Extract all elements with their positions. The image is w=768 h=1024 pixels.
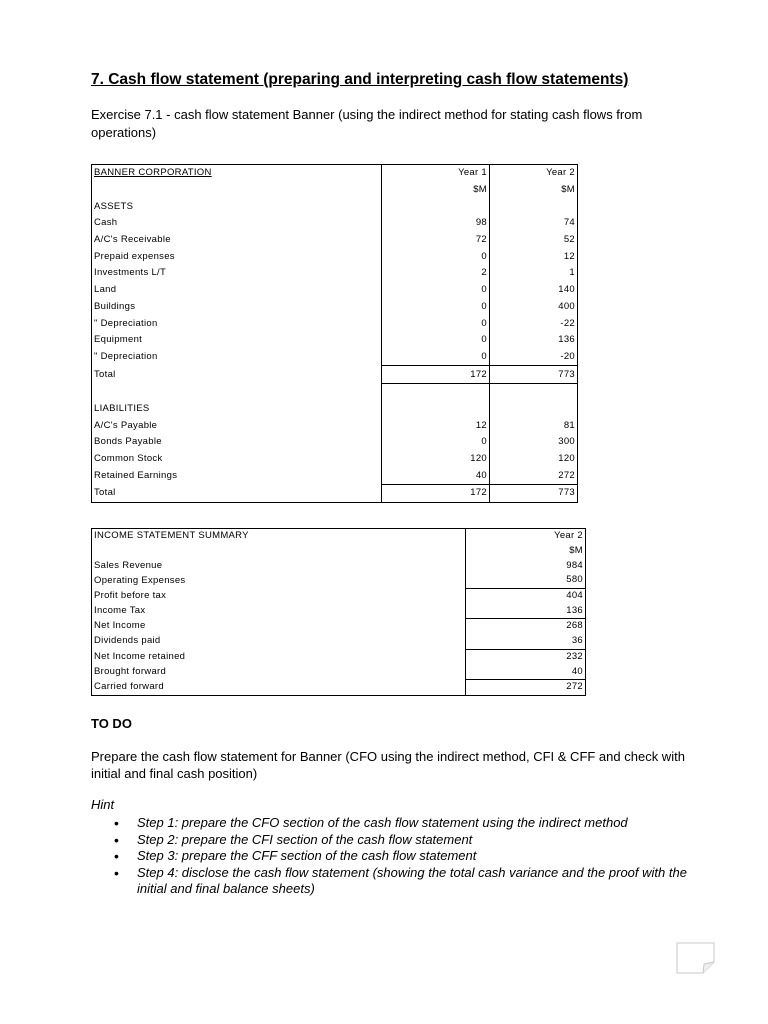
income-row xyxy=(92,573,586,588)
liabilities-total-label: Total xyxy=(94,487,116,499)
liability-year1-value: 40 xyxy=(382,467,490,484)
asset-row xyxy=(92,349,578,366)
bullet-icon: • xyxy=(114,864,119,881)
bullet-icon: • xyxy=(114,815,119,831)
hint-step xyxy=(91,865,691,898)
liability-label: A/C's Payable xyxy=(94,419,158,431)
blank-cell xyxy=(382,383,490,400)
income-statement-header-row xyxy=(92,529,586,544)
liability-year2-value: 120 xyxy=(558,453,575,465)
income-statement-table xyxy=(91,528,586,696)
year2-header: Year 2 xyxy=(546,167,575,179)
asset-year2-value: -22 xyxy=(560,317,575,329)
hint-step xyxy=(91,848,691,865)
liability-year1-value: 120 xyxy=(382,451,490,468)
income-row-label: Dividends paid xyxy=(94,635,161,647)
hint-step-text: Step 4: disclose the cash flow statement (showing the total cash variance and the proof with the initial and final balance sheets) xyxy=(137,864,687,896)
income-row xyxy=(92,603,586,618)
income-row xyxy=(92,588,586,603)
assets-total-year1: 172 xyxy=(382,366,490,384)
assets-total-row xyxy=(92,366,578,384)
spacer-row xyxy=(92,383,578,400)
asset-label: A/C's Receivable xyxy=(94,234,171,246)
asset-year2-value: 74 xyxy=(563,217,575,229)
liabilities-label: LIABILITIES xyxy=(94,402,150,414)
liability-row xyxy=(92,467,578,484)
liability-row xyxy=(92,434,578,451)
asset-label: " Depreciation xyxy=(94,351,158,363)
balance-sheet-unit-row xyxy=(92,182,578,199)
assets-total-year2: 773 xyxy=(490,366,578,384)
income-row-value: 232 xyxy=(466,649,586,664)
assets-label-row xyxy=(92,198,578,215)
asset-year2-value: 12 xyxy=(563,250,575,262)
liability-label: Retained Earnings xyxy=(94,469,178,481)
balance-sheet-header-row xyxy=(92,165,578,182)
income-row-label: Carried forward xyxy=(94,680,164,692)
income-row-value: 36 xyxy=(466,634,586,649)
todo-label: TO DO xyxy=(91,716,132,731)
bullet-icon: • xyxy=(114,848,119,864)
liability-row xyxy=(92,417,578,434)
asset-label: Land xyxy=(94,284,117,296)
blank-cell xyxy=(382,198,490,215)
liabilities-total-row xyxy=(92,485,578,503)
income-row-value: 40 xyxy=(466,664,586,679)
income-statement-title: INCOME STATEMENT SUMMARY xyxy=(94,530,249,542)
income-row-value: 268 xyxy=(466,619,586,634)
liability-year2-value: 81 xyxy=(563,419,575,431)
asset-year2-value: 140 xyxy=(558,284,575,296)
hint-step-text: Step 3: prepare the CFF section of the cash flow statement xyxy=(137,848,477,863)
asset-year1-value: 0 xyxy=(382,299,490,316)
liability-row xyxy=(92,451,578,468)
liabilities-total-year2: 773 xyxy=(490,485,578,503)
year1-unit: $M xyxy=(382,182,490,199)
asset-year2-value: 400 xyxy=(558,300,575,312)
asset-row xyxy=(92,282,578,299)
balance-sheet-title: BANNER CORPORATION xyxy=(94,167,212,179)
asset-year1-value: 0 xyxy=(382,248,490,265)
asset-label: Investments L/T xyxy=(94,267,167,279)
asset-row xyxy=(92,299,578,316)
income-row-label: Income Tax xyxy=(94,605,146,617)
liabilities-label-row xyxy=(92,401,578,418)
income-row-label: Net Income xyxy=(94,620,146,632)
liability-label: Common Stock xyxy=(94,453,163,465)
hint-steps-list xyxy=(91,815,691,898)
income-row xyxy=(92,679,586,695)
income-row-label: Net Income retained xyxy=(94,650,186,662)
hint-step-text: Step 2: prepare the CFI section of the cash flow statement xyxy=(137,831,473,847)
asset-year2-value: 1 xyxy=(569,267,575,279)
exercise-intro: Exercise 7.1 - cash flow statement Banner (using the indirect method for stating cash flows from operations) xyxy=(91,107,643,140)
liability-label: Bonds Payable xyxy=(94,436,162,448)
income-statement-unit-row xyxy=(92,544,586,559)
asset-row xyxy=(92,332,578,349)
liability-year2-value: 300 xyxy=(558,436,575,448)
asset-row xyxy=(92,215,578,232)
income-row-label: Brought forward xyxy=(94,665,167,677)
asset-label: Prepaid expenses xyxy=(94,250,175,262)
asset-label: Buildings xyxy=(94,300,136,312)
section-heading: 7. Cash flow statement (preparing and interpreting cash flow statements) xyxy=(91,71,629,88)
balance-sheet-table xyxy=(91,164,578,503)
asset-year2-value: 52 xyxy=(563,234,575,246)
asset-row xyxy=(92,265,578,282)
liability-year2-value: 272 xyxy=(558,469,575,481)
asset-year1-value: 72 xyxy=(382,232,490,249)
hint-step-text: Step 1: prepare the CFO section of the cash flow statement using the indirect method xyxy=(137,815,628,830)
income-row-label: Profit before tax xyxy=(94,589,167,601)
income-row-label: Operating Expenses xyxy=(94,574,186,586)
liability-year1-value: 12 xyxy=(382,417,490,434)
income-row-value: 136 xyxy=(466,603,586,618)
income-row xyxy=(92,649,586,664)
asset-row xyxy=(92,232,578,249)
blank-cell xyxy=(490,198,578,215)
income-row xyxy=(92,619,586,634)
income-row-value: 580 xyxy=(466,573,586,588)
blank-cell xyxy=(490,383,578,400)
asset-year1-value: 0 xyxy=(382,332,490,349)
asset-row xyxy=(92,248,578,265)
blank-cell xyxy=(92,544,466,559)
income-row xyxy=(92,634,586,649)
blank-cell xyxy=(92,182,382,199)
todo-instructions: Prepare the cash flow statement for Banner (CFO using the indirect method, CFI & CFF and check with initial and final cash position) xyxy=(91,749,685,781)
hint-step xyxy=(91,815,691,832)
blank-cell xyxy=(92,383,382,400)
income-row-value: 984 xyxy=(466,558,586,573)
asset-year1-value: 0 xyxy=(382,349,490,366)
asset-year1-value: 98 xyxy=(382,215,490,232)
hint-step xyxy=(91,832,691,849)
income-row xyxy=(92,558,586,573)
blank-cell xyxy=(382,401,490,418)
asset-year1-value: 2 xyxy=(382,265,490,282)
income-unit: $M xyxy=(466,544,586,559)
year2-unit: $M xyxy=(561,184,575,196)
bullet-icon: • xyxy=(114,831,119,848)
blank-cell xyxy=(490,401,578,418)
asset-year1-value: 0 xyxy=(382,282,490,299)
page-corner-icon xyxy=(676,942,716,974)
asset-label: Cash xyxy=(94,217,118,229)
income-row-value: 272 xyxy=(466,679,586,695)
income-row-label: Sales Revenue xyxy=(94,559,163,571)
hint-label: Hint xyxy=(91,797,115,812)
income-row-value: 404 xyxy=(466,588,586,603)
asset-row xyxy=(92,315,578,332)
asset-label: Equipment xyxy=(94,334,143,346)
assets-label: ASSETS xyxy=(94,200,134,212)
asset-year1-value: 0 xyxy=(382,315,490,332)
liabilities-total-year1: 172 xyxy=(382,485,490,503)
year1-header: Year 1 xyxy=(382,165,490,182)
income-year2-header: Year 2 xyxy=(466,529,586,544)
assets-total-label: Total xyxy=(94,368,116,380)
asset-year2-value: 136 xyxy=(558,334,575,346)
asset-label: " Depreciation xyxy=(94,317,158,329)
asset-year2-value: -20 xyxy=(560,350,575,362)
income-row xyxy=(92,664,586,679)
liability-year1-value: 0 xyxy=(382,434,490,451)
